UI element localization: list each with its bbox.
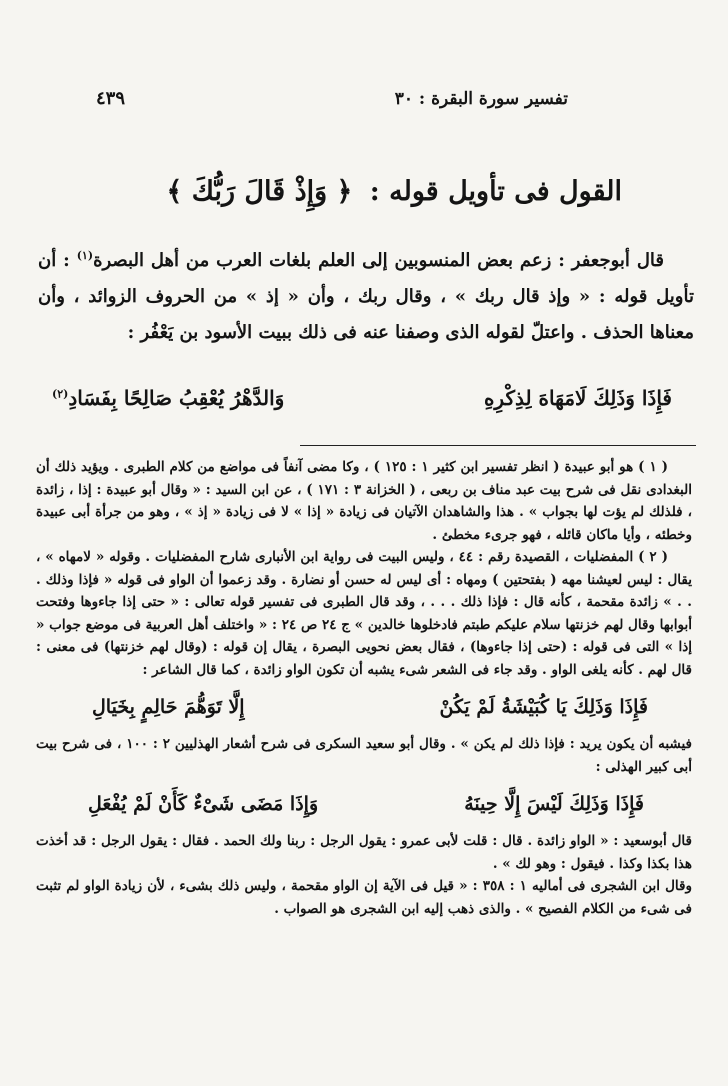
poetry-verse <box>52 386 672 410</box>
footnote-2: ( ٢ ) المفضليات ، القصيدة رقم : ٤٤ ، وليس البيت فى رواية ابن الأنبارى شارح المفضليات . وقوله « لامهاه » ، يقال : ليس لعيشنا مهه ( بفتحتين ) ومهاه : أى ليس له حسن أو نضارة . وقد زعموا أن الواو فى قوله « فإذا وذلك . . . » زائدة مقحمة ، كأنه قال : فإذا ذلك . . . ، وقد قال الطبرى فى تفسير قوله تعالى : « حتى إذا جاءوها وفتحت أبوابها وقال لهم خزنتها سلام عليكم طبتم فادخلوها خالدين » ج ٢٤ ص ٢٤ : « واختلف أهل العربية فى موضع جواب « إذا » التى فى قوله : (حتى إذا جاءوها) ، فقال بعض نحويى البصرة ، يقال إن قوله : (وقال لهم خزنتها) فى معنى : قال لهم . كأنه يلغى الواو . وقد جاء فى الشعر شىء يشبه أن تكون الواو زائدة ، كما قال الشاعر : <box>36 549 692 678</box>
footnote-verse-1 <box>92 687 648 727</box>
paragraph-text-cont: : أن تأويل قوله : « وإذ قال ربك » ، وقال ربك ، وأن « إذ » من الحروف الزوائد ، وأن معناها الحذف . واعتلّ لقوله الذى وصفنا عنه فى ذلك ببيت الأسود بن يَعْفُر : <box>38 250 694 343</box>
chapter-heading <box>166 176 622 207</box>
paragraph-text: قال أبوجعفر : زعم بعض المنسوبين إلى العلم بلغات العرب من أهل البصرة <box>93 250 664 271</box>
main-paragraph <box>38 238 694 351</box>
verse-hemistich-2: وَإِذَا مَضَى شَىْءٌ كَأَنْ لَمْ يُفْعَلِ <box>88 793 319 815</box>
chapter-title-text: القول فى تأويل قوله : <box>369 176 622 207</box>
page-number: ٤٣٩ <box>96 88 126 109</box>
footnotes <box>36 456 692 920</box>
footnote-divider <box>300 445 696 446</box>
footnote-2-continued: فيشبه أن يكون يريد : فإذا ذلك لم يكن » . وقال أبو سعيد السكرى فى شرح أشعار الهذليين ٢ : ١٠٠ ، فى شرح بيت أبى كبير الهذلى : <box>36 736 692 775</box>
quran-phrase: ﴿ وَإِذْ قَالَ رَبُّكَ ﴾ <box>166 176 353 207</box>
footnote-1: ( ١ ) هو أبو عبيدة ( انظر تفسير ابن كثير ١ : ١٢٥ ) ، وكا مضى آنفاً فى مواضع من كلام الطبرى . ويؤيد ذلك أن البغدادى نقل فى شرح بيت عبد مناف بن ربعى ، ( الخزانة ٣ : ١٧١ ) ، عن ابن السيد : « وقال أبو عبيدة : إذا ، زائدة ، فلذلك لم يؤت لها بجواب » . هذا والشاهدان الآتيان فى زيادة « إذا » لا فى زيادة « إذ » ، وهو من جرأة أبى عبيدة وخطئه ، وأيا ماكان قائله ، فهو جرىء مخطئ . <box>36 459 692 543</box>
footnote-ref: (١) <box>76 249 94 262</box>
verse-hemistich-1: فَإِذَا وَذَلِكَ لَامَهَاهَ لِذِكْرِهِ <box>483 386 672 410</box>
verse-hemistich-1: فَإِذَا وَذَلِكَ لَيْسَ إِلَّا حِينَهُ <box>464 793 644 815</box>
verse-hemistich-1: فَإِذَا وَذَلِكَ يَا كُبَيْشَةُ لَمْ يَكُنْ <box>439 696 648 718</box>
running-header <box>96 88 568 109</box>
footnote-2-continued: وقال ابن الشجرى فى أماليه ١ : ٣٥٨ : « قيل فى الآية إن الواو مقحمة ، وليس ذلك بشىء ، لأن زيادة الواو لم تثبت فى شىء من الكلام الفصيح » . والذى ذهب إليه ابن الشجرى هو الصواب . <box>36 878 692 917</box>
verse-hemistich-2: وَالدَّهْرُ يُعْقِبُ صَالِحًا بِفَسَادِ$^{(٢)}$ <box>52 386 285 410</box>
footnote-2-continued: قال أبوسعيد : « الواو زائدة . قال : قلت لأبى عمرو : يقول الرجل : ربنا ولك الحمد . فقال : يقول الرجل : قد أخذت هذا بكذا وكذا . فيقول : وهو لك » . <box>36 833 692 872</box>
footnote-verse-2 <box>88 784 644 824</box>
footnote-ref: (٢) <box>52 387 69 401</box>
verse-hemistich-2: إِلَّا تَوَهُّمَ حَالِمٍ بِخَيَالِ <box>92 696 245 718</box>
running-title: تفسير سورة البقرة : ٣٠ <box>394 88 568 109</box>
main-text <box>38 238 694 351</box>
